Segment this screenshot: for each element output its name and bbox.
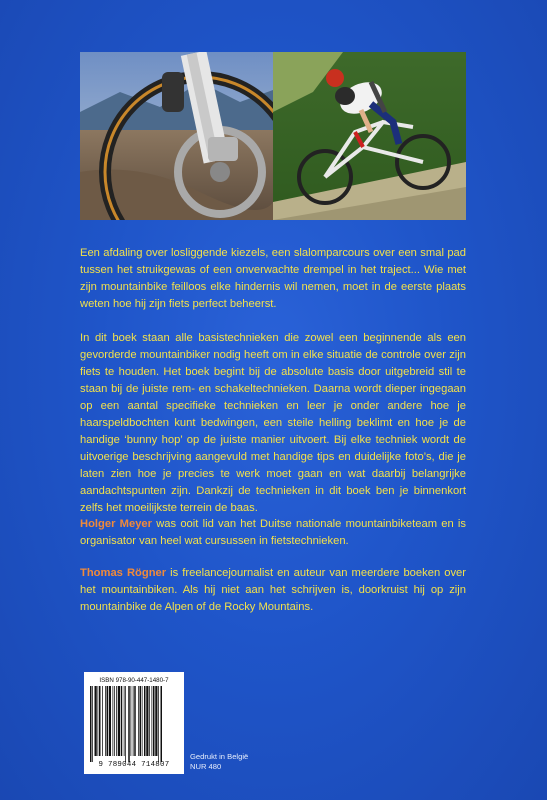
- barcode-bar: [116, 686, 117, 756]
- author-bio-holger-meyer: [80, 516, 466, 550]
- barcode-bar: [142, 686, 143, 756]
- barcode-bar: [105, 686, 106, 756]
- nur-code: NUR 480: [190, 762, 222, 771]
- barcode-bar: [152, 686, 153, 756]
- imprint-info: [190, 752, 248, 772]
- barcode-bar: [109, 686, 111, 756]
- barcode-bar: [125, 686, 126, 762]
- barcode-bar: [161, 686, 163, 762]
- barcode-bar: [102, 686, 103, 756]
- barcode-bar: [124, 686, 125, 756]
- author-name: Thomas Rögner: [80, 567, 167, 579]
- barcode-bar: [131, 686, 132, 756]
- barcode-bar: [155, 686, 157, 756]
- barcode-bar: [144, 686, 146, 756]
- description-paragraph-1: Een afdaling over losliggende kiezels, een slalomparcours over een smal pad tussen het struikgewas of een onverwachte drempel in het traject... Wie met zijn mountainbike feilloos elke hindernis wil nemen, moet in de eerste plaats weten hoe hij zijn fiets perfect beheerst.: [80, 247, 466, 310]
- barcode-bar: [133, 686, 134, 756]
- photo-bike-wheel: [80, 52, 273, 220]
- isbn-barcode: [84, 672, 184, 774]
- isbn-label: ISBN 978-90-447-1480-7: [99, 677, 169, 684]
- barcode-bars: [88, 686, 180, 762]
- barcode-bar: [114, 686, 115, 756]
- printed-in-label: Gedrukt in België: [190, 752, 249, 761]
- barcode-bar: [98, 686, 99, 756]
- author-bio-text: is freelancejournalist en auteur van meerdere boeken over het mountainbiken. Als hij niet aan het schrijven is, doorkruist hij op zijn mountainbike de Alpen of de Rocky Mountains.: [80, 567, 466, 613]
- barcode-bar: [121, 686, 123, 756]
- barcode-bar: [140, 686, 142, 756]
- author-name: Holger Meyer: [80, 518, 152, 530]
- photo-mountain-biker: [273, 52, 466, 220]
- barcode-bar: [107, 686, 109, 756]
- barcode-bar: [113, 686, 114, 756]
- author-bio-text: was ooit lid van het Duitse nationale mountainbiketeam en is organisator van heel wat cursussen in fietstechnieken.: [80, 518, 466, 547]
- barcode-bar: [99, 686, 101, 756]
- barcode-bar: [95, 686, 97, 756]
- barcode-bar: [134, 686, 136, 756]
- barcode-bar: [138, 686, 139, 756]
- author-bio-thomas-rogner: [80, 565, 466, 616]
- description-paragraph-2: In dit boek staan alle basistechnieken die zowel een beginnende als een gevorderde mountainbiker nodig heeft om in elke situatie de controle over zijn fiets te houden. Het boek begint bij de absolute basis door uitgebreid stil te staan bij de juiste rem- en schakeltechnieken. Daarna wordt dieper ingegaan op een aantal specifieke technieken en leer je onder andere hoe je haarspeldbochten kunt bedwingen, een steile helling beklimt en hoe je de handige ‘bunny hop’ op de juiste manier uitvoert. Bij elke techniek wordt de uitvoerige beschrijving aangevuld met handige tips en duidelijke foto’s, die je laten zien hoe je precies te werk moet gaan en wat daarbij belangrijke aandachtspunten zijn. Dankzij de technieken in dit boek ben je binnenkort zelfs het moeilijkste terrein de baas.: [80, 332, 466, 514]
- barcode-bar: [118, 686, 120, 756]
- barcode-bar: [128, 686, 130, 762]
- barcode-bar: [92, 686, 93, 762]
- barcode-bar: [153, 686, 155, 756]
- barcode-digits: 9 789044 714807: [98, 761, 170, 769]
- barcode-bar: [146, 686, 148, 756]
- barcode-bar: [149, 686, 150, 756]
- barcode-bar: [90, 686, 92, 762]
- barcode-bar: [158, 686, 159, 762]
